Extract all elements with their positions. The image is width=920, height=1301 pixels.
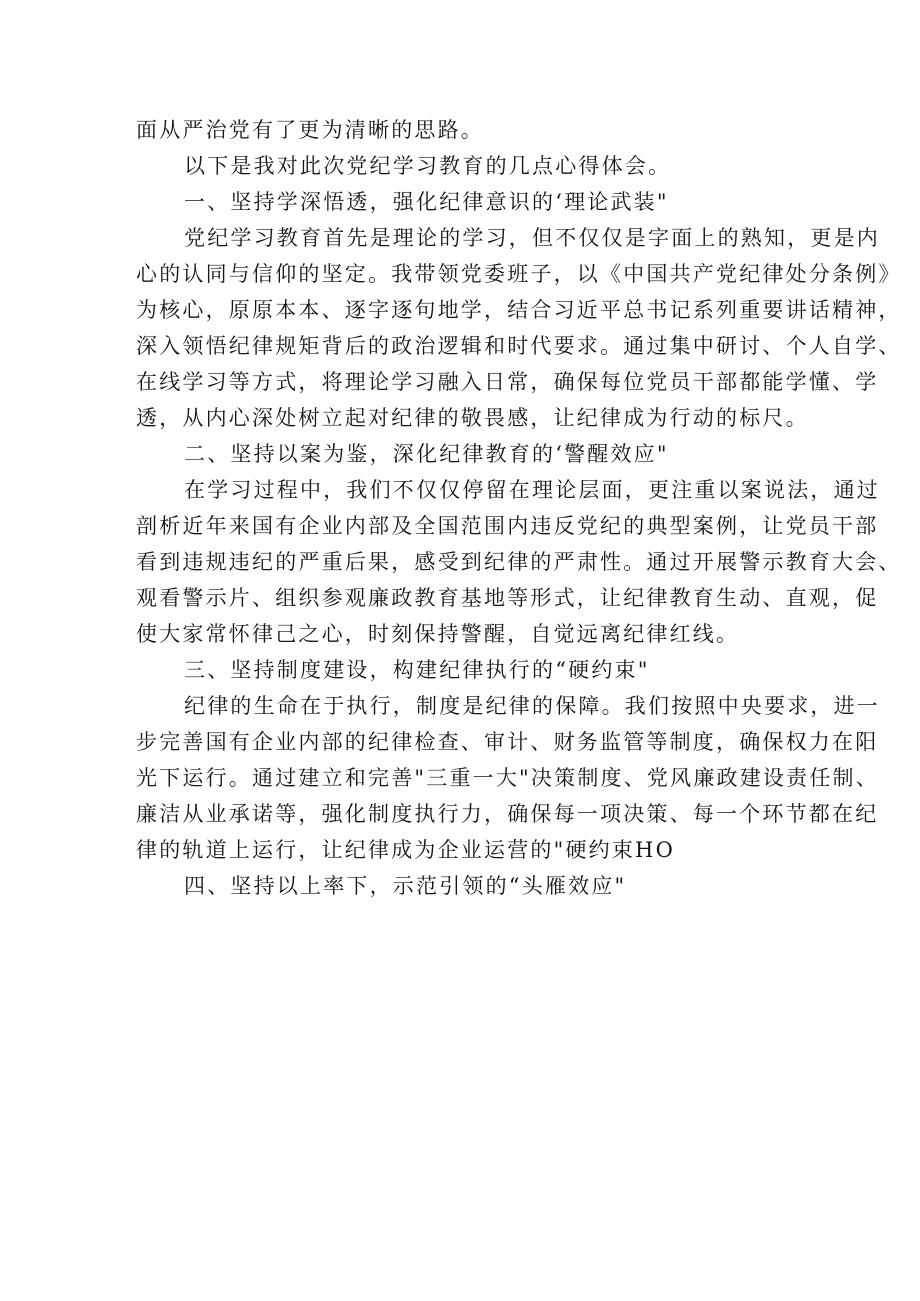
paragraph-line: 光下运行。通过建立和完善"三重一大"决策制度、党风廉政建设责任制、 — [136, 766, 879, 790]
paragraph-line: 在学习过程中，我们不仅仅停留在理论层面，更注重以案说法，通过 — [184, 478, 880, 502]
paragraph-line: 党纪学习教育首先是理论的学习，但不仅仅是字面上的熟知，更是内 — [184, 226, 880, 250]
section-heading: 一、坚持学深悟透，强化纪律意识的‘理论武装" — [184, 190, 669, 214]
paragraph-line: 以下是我对此次党纪学习教育的几点心得体会。 — [184, 154, 672, 178]
section-heading: 三、坚持制度建设，构建纪律执行的“硬约束" — [184, 658, 650, 682]
paragraph-line: 廉洁从业承诺等，强化制度执行力，确保每一项决策、每一个环节都在纪 — [136, 802, 879, 826]
paragraph-line: 看到违规违纪的严重后果，感受到纪律的严肃性。通过开展警示教育大会、 — [136, 550, 902, 574]
paragraph-line: 深入领悟纪律规矩背后的政治逻辑和时代要求。通过集中研讨、个人自学、 — [136, 334, 902, 358]
paragraph-line: 为核心，原原本本、逐字逐句地学，结合习近平总书记系列重要讲话精神， — [136, 298, 902, 322]
document-body — [136, 112, 902, 904]
paragraph-line: 在线学习等方式，将理论学习融入日常，确保每位党员干部都能学懂、学 — [136, 370, 879, 394]
paragraph-line: 律的轨道上运行，让纪律成为企业运营的"硬约束HO — [136, 838, 675, 862]
paragraph-line: 使大家常怀律己之心，时刻保持警醒，自觉远离纪律红线。 — [136, 622, 740, 646]
paragraph-line: 透，从内心深处树立起对纪律的敬畏感，让纪律成为行动的标尺。 — [136, 406, 809, 430]
paragraph-line: 面从严治党有了更为清晰的思路。 — [136, 118, 484, 142]
paragraph-line: 心的认同与信仰的坚定。我带领党委班子，以《中国共产党纪律处分条例》 — [136, 262, 902, 286]
section-heading: 二、坚持以案为鉴，深化纪律教育的‘警醒效应" — [184, 442, 669, 466]
paragraph-line: 纪律的生命在于执行，制度是纪律的保障。我们按照中央要求，进一 — [184, 694, 880, 718]
paragraph-line: 步完善国有企业内部的纪律检查、审计、财务监管等制度，确保权力在阳 — [136, 730, 879, 754]
paragraph-line: 观看警示片、组织参观廉政教育基地等形式，让纪律教育生动、直观，促 — [136, 586, 879, 610]
paragraph-line: 剖析近年来国有企业内部及全国范围内违反党纪的典型案例，让党员干部 — [136, 514, 879, 538]
section-heading: 四、坚持以上率下，示范引领的“头雁效应" — [184, 874, 627, 898]
